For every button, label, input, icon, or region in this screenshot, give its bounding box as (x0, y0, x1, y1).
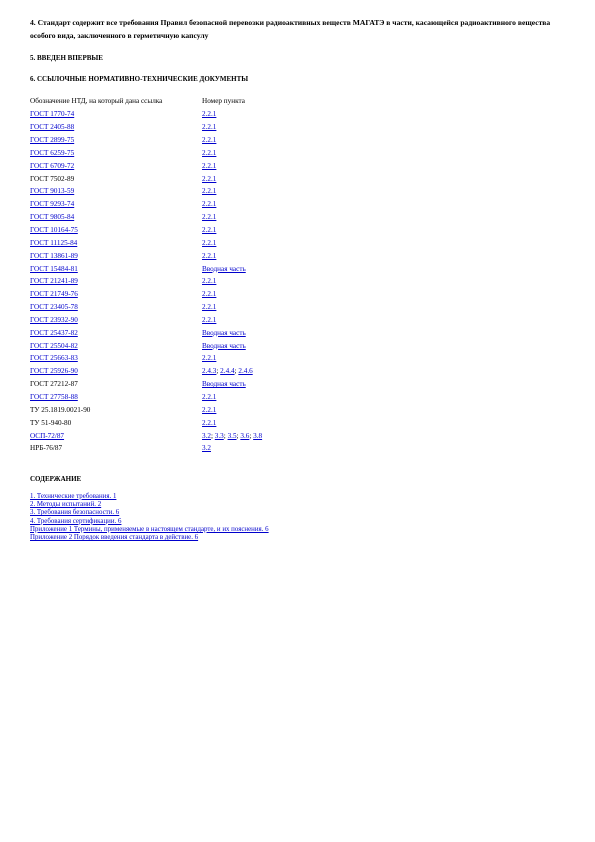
point-cell (202, 262, 362, 275)
point-link[interactable]: 3.2 (202, 431, 211, 440)
document-cell (30, 172, 202, 185)
section-6-heading: 6. ССЫЛОЧНЫЕ НОРМАТИВНО-ТЕХНИЧЕСКИЕ ДОКУМЕНТЫ (30, 75, 249, 83)
document-link[interactable]: ГОСТ 9805-84 (30, 213, 75, 222)
document-text: ТУ 51-940-80 (30, 418, 72, 427)
header-point-number: Номер пункта (202, 97, 245, 105)
point-link[interactable]: 2.2.1 (202, 290, 217, 299)
document-link[interactable]: ГОСТ 21241-89 (30, 277, 78, 286)
table-row (30, 172, 362, 185)
toc-title: СОДЕРЖАНИЕ (30, 474, 82, 483)
document-cell (30, 416, 202, 429)
document-cell (30, 134, 202, 147)
point-link[interactable]: 2.4.4 (220, 367, 235, 376)
point-separator: ; (210, 431, 215, 440)
toc-link[interactable]: 1. Технические требования. 1 (30, 492, 117, 500)
point-cell (202, 352, 362, 365)
document-page (30, 17, 570, 543)
table-row (30, 314, 362, 327)
table-row (30, 275, 362, 288)
point-cell (202, 442, 362, 455)
document-link[interactable]: ГОСТ 11125-84 (30, 238, 78, 247)
document-cell (30, 211, 202, 224)
document-link[interactable]: ГОСТ 15484-81 (30, 264, 78, 273)
point-link[interactable]: 3.8 (253, 431, 263, 440)
point-link[interactable]: 2.2.1 (202, 315, 217, 324)
table-row (30, 198, 362, 211)
document-cell (30, 352, 202, 365)
table-row (30, 352, 362, 365)
document-link[interactable]: ГОСТ 13861-89 (30, 251, 78, 260)
document-link[interactable]: ГОСТ 6259-75 (30, 148, 75, 157)
document-cell (30, 236, 202, 249)
references-table (30, 94, 362, 455)
point-cell (202, 416, 362, 429)
point-separator: ; (236, 431, 241, 440)
document-cell (30, 185, 202, 198)
toc-link[interactable]: 4. Требования сертификации. 6 (30, 517, 122, 525)
point-cell (202, 378, 362, 391)
point-cell (202, 339, 362, 352)
table-row (30, 416, 362, 429)
point-link[interactable]: 2.2.1 (202, 303, 217, 312)
document-cell (30, 339, 202, 352)
point-link[interactable]: 2.2.1 (202, 123, 217, 132)
toc-link[interactable]: Приложение 2 Порядок введения стандарта в действие. 6 (30, 534, 199, 542)
document-link[interactable]: ГОСТ 2899-75 (30, 136, 75, 145)
point-link[interactable]: 2.2.1 (202, 418, 217, 427)
document-link[interactable]: ГОСТ 23932-90 (30, 315, 78, 324)
document-cell (30, 288, 202, 301)
table-row (30, 288, 362, 301)
section-5-heading: 5. ВВЕДЕН ВПЕРВЫЕ (30, 54, 103, 62)
document-link[interactable]: ГОСТ 25663-83 (30, 354, 78, 363)
document-cell (30, 147, 202, 160)
point-cell (202, 211, 362, 224)
point-cell (202, 236, 362, 249)
point-link[interactable]: 2.2.1 (202, 174, 217, 183)
point-link[interactable]: 2.2.1 (202, 187, 217, 196)
document-link[interactable]: ГОСТ 25437-82 (30, 328, 78, 337)
point-cell (202, 314, 362, 327)
point-link[interactable]: 3.5 (227, 431, 237, 440)
point-link[interactable]: 3.6 (240, 431, 250, 440)
table-row (30, 378, 362, 391)
document-link[interactable]: ГОСТ 10164-75 (30, 226, 78, 235)
table-row (30, 147, 362, 160)
point-cell (202, 185, 362, 198)
point-link[interactable]: Вводная часть (202, 328, 246, 337)
point-cell (202, 429, 362, 442)
point-cell (202, 172, 362, 185)
document-link[interactable]: ОСП-72/87 (30, 431, 65, 440)
point-link[interactable]: 2.2.1 (202, 392, 217, 401)
toc-link[interactable]: Приложение 1 Термины, применяемые в настоящем стандарте, и их пояснения. 6 (30, 525, 269, 533)
table-row (30, 262, 362, 275)
document-text: ТУ 25.1819.0021-90 (30, 405, 91, 414)
document-link[interactable]: ГОСТ 6709-72 (30, 161, 75, 170)
references-table-body (30, 108, 362, 455)
table-row (30, 429, 362, 442)
table-header-row (30, 94, 362, 108)
table-row (30, 134, 362, 147)
point-link[interactable]: 2.2.1 (202, 136, 217, 145)
document-cell (30, 442, 202, 455)
document-cell (30, 301, 202, 314)
point-cell (202, 249, 362, 262)
point-link[interactable]: Вводная часть (202, 341, 246, 350)
document-link[interactable]: ГОСТ 9293-74 (30, 200, 75, 209)
point-link[interactable]: 2.2.1 (202, 251, 217, 260)
document-link[interactable]: ГОСТ 9013-59 (30, 187, 75, 196)
document-cell (30, 159, 202, 172)
document-text: ГОСТ 27212-87 (30, 380, 78, 389)
document-cell (30, 314, 202, 327)
point-link[interactable]: 2.2.1 (202, 213, 217, 222)
table-row (30, 159, 362, 172)
point-cell (202, 403, 362, 416)
document-cell (30, 224, 202, 237)
point-cell (202, 288, 362, 301)
document-cell (30, 275, 202, 288)
document-link[interactable]: ГОСТ 23405-78 (30, 303, 78, 312)
table-row (30, 249, 362, 262)
point-separator: ; (223, 431, 228, 440)
document-link[interactable]: ГОСТ 21749-76 (30, 290, 78, 299)
table-row (30, 403, 362, 416)
table-row (30, 211, 362, 224)
point-separator: ; (249, 431, 254, 440)
point-link[interactable]: 2.2.1 (202, 405, 217, 414)
point-link[interactable]: 2.2.1 (202, 110, 217, 119)
point-link[interactable]: Вводная часть (202, 264, 246, 273)
document-cell (30, 262, 202, 275)
point-link[interactable]: Вводная часть (202, 380, 246, 389)
point-cell (202, 198, 362, 211)
point-link[interactable]: 2.4.6 (238, 367, 253, 376)
point-cell (202, 301, 362, 314)
document-link[interactable]: ГОСТ 25504-82 (30, 341, 78, 350)
point-cell (202, 108, 362, 121)
table-row (30, 326, 362, 339)
document-link[interactable]: ГОСТ 2405-88 (30, 123, 75, 132)
point-link[interactable]: 2.2.1 (202, 277, 217, 286)
document-cell (30, 326, 202, 339)
point-cell (202, 326, 362, 339)
document-cell (30, 198, 202, 211)
document-cell (30, 121, 202, 134)
point-cell (202, 224, 362, 237)
point-cell (202, 365, 362, 378)
point-link[interactable]: 3.2 (202, 444, 211, 453)
toc-link[interactable]: 3. Требования безопасности. 6 (30, 509, 120, 517)
point-link[interactable]: 2.4.3 (202, 367, 217, 376)
point-link[interactable]: 2.2.1 (202, 161, 217, 170)
point-link[interactable]: 2.2.1 (202, 200, 217, 209)
point-cell (202, 134, 362, 147)
point-link[interactable]: 2.2.1 (202, 238, 217, 247)
point-separator: ; (234, 367, 239, 376)
point-link[interactable]: 3.3 (214, 431, 224, 440)
document-link[interactable]: ГОСТ 27758-88 (30, 392, 78, 401)
document-link[interactable]: ГОСТ 25926-90 (30, 367, 78, 376)
table-row (30, 224, 362, 237)
table-row (30, 185, 362, 198)
point-cell (202, 275, 362, 288)
document-link[interactable]: ГОСТ 1770-74 (30, 110, 75, 119)
document-cell (30, 403, 202, 416)
table-row (30, 121, 362, 134)
table-row (30, 365, 362, 378)
toc-link[interactable]: 2. Методы испытаний. 2 (30, 501, 102, 509)
document-cell (30, 108, 202, 121)
document-cell (30, 249, 202, 262)
document-text: НРБ-76/87 (30, 444, 63, 453)
paragraph-4: 4. Стандарт содержит все требования Правил безопасной перевозки радиоактивных веществ МАГАТЭ в части, касающейся радиоактивного вещества особого вида, заключенного в герметичную капсулу (30, 18, 551, 40)
point-cell (202, 391, 362, 404)
document-text: ГОСТ 7502-89 (30, 174, 75, 183)
point-link[interactable]: 2.2.1 (202, 226, 217, 235)
point-cell (202, 121, 362, 134)
point-separator: ; (216, 367, 221, 376)
table-row (30, 391, 362, 404)
point-link[interactable]: 2.2.1 (202, 354, 217, 363)
table-row (30, 236, 362, 249)
table-row (30, 108, 362, 121)
point-cell (202, 159, 362, 172)
table-row (30, 442, 362, 455)
point-cell (202, 147, 362, 160)
document-cell (30, 391, 202, 404)
header-document: Обозначение НТД, на который дана ссылка (30, 97, 163, 105)
document-cell (30, 378, 202, 391)
table-row (30, 339, 362, 352)
toc-list (30, 493, 570, 543)
document-cell (30, 429, 202, 442)
point-link[interactable]: 2.2.1 (202, 148, 217, 157)
document-cell (30, 365, 202, 378)
table-row (30, 301, 362, 314)
